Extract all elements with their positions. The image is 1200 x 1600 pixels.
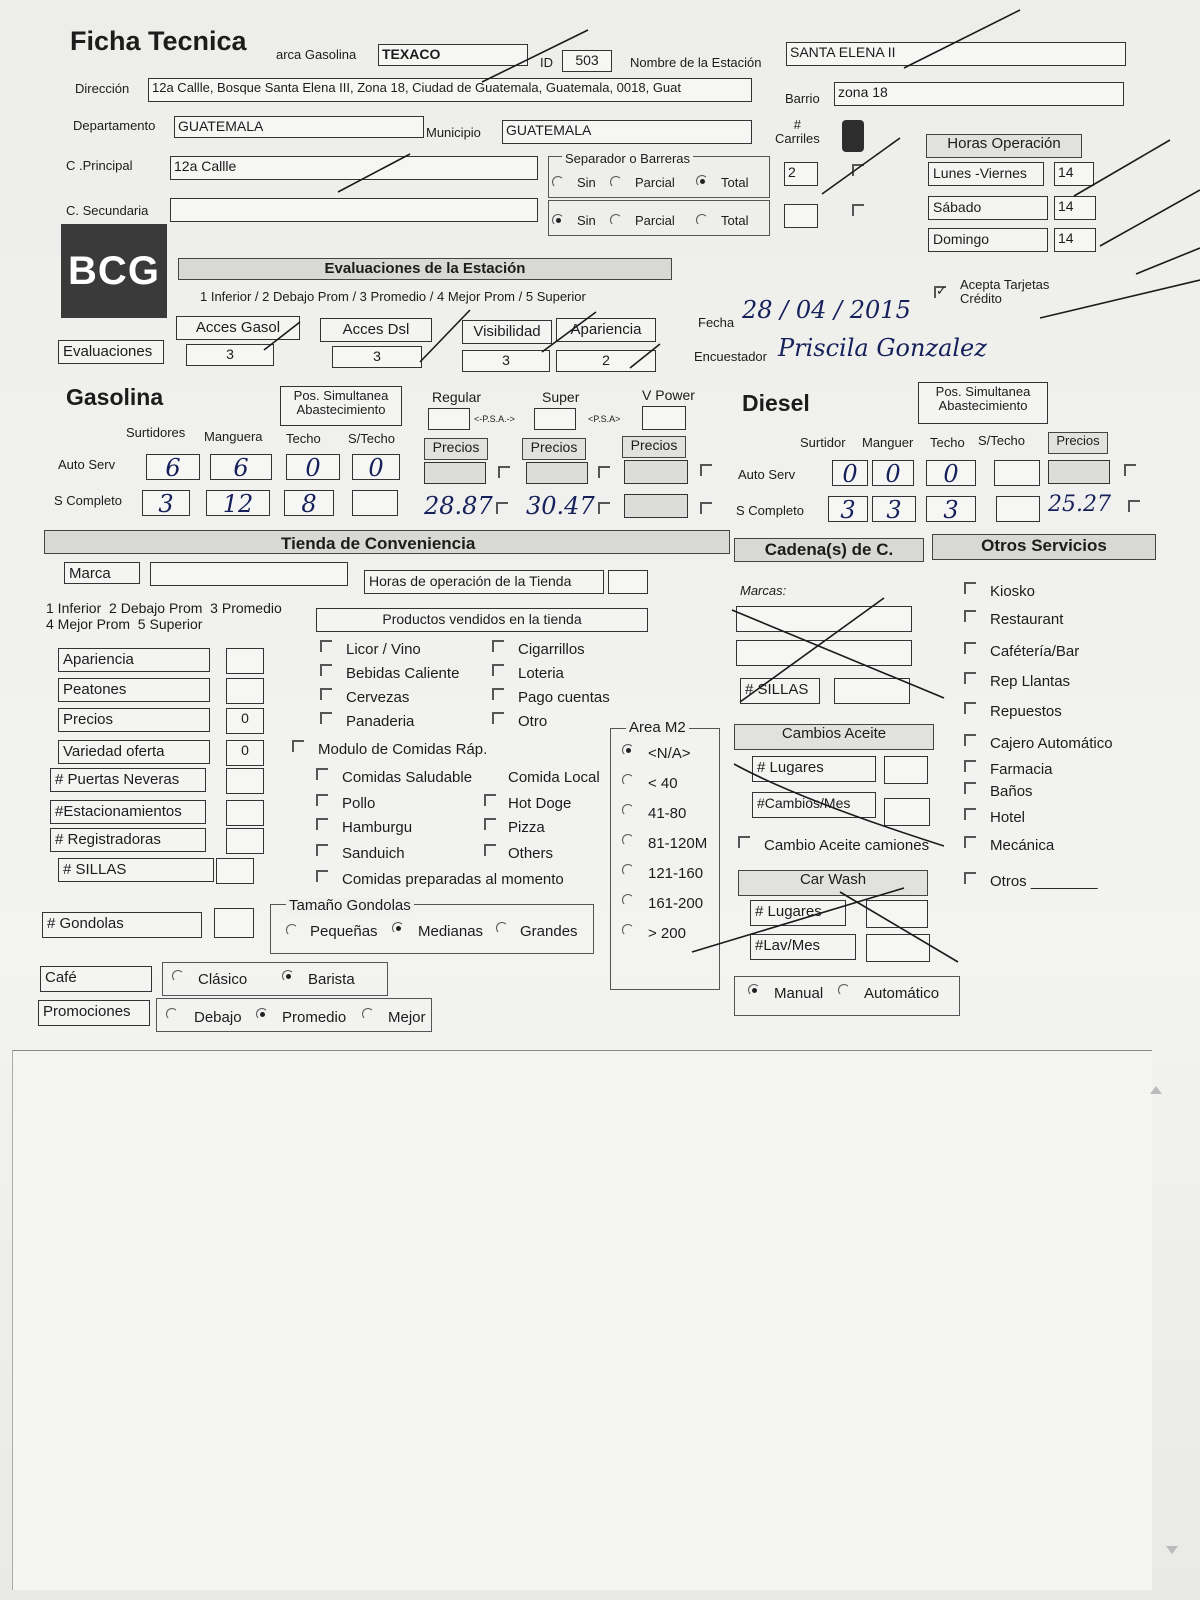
- evaluaciones-header: Evaluaciones de la Estación: [178, 258, 672, 280]
- promociones-label: Promociones: [38, 1000, 150, 1026]
- psa-label-2: <P.S.A>: [588, 414, 621, 424]
- lav-mes-label: #Lav/Mes: [750, 934, 856, 960]
- producto-item-label: Pizza: [508, 819, 545, 836]
- apariencia-field[interactable]: 2: [556, 350, 656, 372]
- tienda-row-label: Variedad oferta: [58, 740, 210, 764]
- area-option-label: < 40: [648, 775, 678, 792]
- area-option-label: 121-160: [648, 865, 704, 882]
- bcg-logo: BCG: [61, 224, 167, 318]
- visibilidad-label: Visibilidad: [462, 320, 552, 344]
- psa-label-1: <-P.S.A.->: [474, 414, 515, 424]
- producto-item-label: Pollo: [342, 795, 376, 812]
- id-field[interactable]: 503: [562, 50, 612, 72]
- pen-stroke: [1074, 140, 1170, 196]
- area-option-label: <N/A>: [648, 745, 691, 762]
- area-option-label: 161-200: [648, 895, 704, 912]
- fecha-field[interactable]: 28 / 04 / 2015: [742, 296, 911, 324]
- producto-item-label: Hamburgu: [342, 819, 413, 836]
- tienda-row-label: Peatones: [58, 678, 210, 702]
- gas-auto-cell[interactable]: 6: [146, 454, 200, 480]
- municipio-field[interactable]: GUATEMALA: [502, 120, 752, 144]
- diesel-auto-cell[interactable]: 0: [926, 460, 976, 486]
- tienda-row-field[interactable]: 0: [226, 708, 264, 734]
- area-option-label: 81-120M: [648, 835, 708, 852]
- producto-item-label: Comidas Saludable: [342, 769, 473, 786]
- municipio-label: Municipio: [426, 125, 481, 140]
- servicio-label: Rep Llantas: [990, 673, 1071, 690]
- pen-stroke: [482, 30, 588, 82]
- sabado-field[interactable]: 14: [1054, 196, 1096, 220]
- pequenas-label: Pequeñas: [310, 923, 378, 940]
- pen-stroke: [630, 344, 660, 368]
- gasolina-pos-label: Pos. Simultanea Abastecimiento: [280, 386, 402, 426]
- lunes-label: Lunes -Viernes: [928, 162, 1044, 186]
- area-option-label: 41-80: [648, 805, 687, 822]
- servicio-label: Kiosko: [990, 583, 1036, 600]
- servicio-label: Mecánica: [990, 837, 1055, 854]
- tamano-title: Tamaño Gondolas: [286, 898, 414, 913]
- gas-completo-cell[interactable]: 3: [142, 490, 190, 516]
- tienda-row-label: # Registradoras: [50, 828, 206, 852]
- domingo-label: Domingo: [928, 228, 1048, 252]
- sabado-label: Sábado: [928, 196, 1048, 220]
- gondolas-label: # Gondolas: [42, 912, 202, 938]
- producto-item-label: Otro: [518, 713, 548, 730]
- barrio-label: Barrio: [785, 91, 820, 106]
- apariencia-label: Apariencia: [556, 318, 656, 342]
- servicio-label: Hotel: [990, 809, 1026, 826]
- form-sheet: Ficha Tecnica arca Gasolina TEXACO ID 503 Nombre de la Estación SANTA ELENA II Dirección 12a Callle, Bosque Santa Elena III, Zona 18, Ciudad de Guatemala, Guatemala, 0018, Guat Barrio zona 18 Departamento GUATEMALA Municipio GUATEMALA C .Principal 12a Callle C. Secundaria Separador o Barreras Sin Parcial Total Sin Parcial Total # Carriles 2 Horas Operación Lunes -Viernes 14 Sábado 14 Domingo 14 ✓ Acepta Tarjetas Crédito BCG Evaluaciones de la Estación 1 Inferior / 2 Debajo Prom / 3 Promedio / 4 Mejor Prom / 5 Superior Evaluaciones Acces Gasol 3 Acces Dsl 3 Visibilidad 3 Apariencia 2 Fecha 28 / 04 / 2015 Encuestador Priscila Gonzalez Gasolina Pos. Simultanea Abastecimiento Regular Super V Power <-P.S.A.-> <P.S.A> Surtidores Manguera Techo S/Techo Precios Precios Precios Auto Serv S Completo 6 6 0 0 3 12 8 28.87 30.47 Diesel Pos. Simultanea Abastecimiento Surtidor Manguer Techo S/Techo Precios Auto Serv S Completo 0 0 0 3 3 3 25.27 Tienda de Conveniencia Cadena(s) de C. Otros Servicios Marca Horas de operación de la Tienda 1 Inferior 2 Debajo Prom 3 Promedio 4 Mejor Prom 5 Superior Apariencia Peatones Precios 0 Variedad oferta 0 # Puertas Neveras #Estacionamientos # Registradoras # SILLAS # Gondolas Productos vendidos en la tienda Licor / Vino Bebidas Caliente Cervezas Panaderia Cigarrillos Loteria Pago cuentas Otro Modulo de Comidas Ráp. Comidas Saludable Pollo Hamburgu Sanduich Comidas preparadas al momento Comida Local Hot Doge Pizza Others Tamaño Gondolas Pequeñas Medianas Grandes Café Clásico Barista Promociones Debajo Promedio Mejor Area M2 <N/A> < 40 41-80 81-120M 121-160 161-200 > 200 Marcas: # SILLAS Cambios Aceite # Lugares #Cambios/Mes Cambio Aceite camiones Car Wash # Lugares #Lav/Mes Manual Automático Kiosko Restaurant Cafétería/Bar Rep Llantas Repuestos Cajero Automático Farmacia Baños Hotel Mecánica Otros ________: [0, 0, 1200, 1600]
- gas-auto-serv-label: Auto Serv: [58, 457, 116, 472]
- pen-stroke: [1136, 248, 1200, 274]
- clasico-label: Clásico: [198, 971, 248, 988]
- servicio-label: Otros ________: [990, 873, 1098, 890]
- pen-stroke: [1040, 280, 1200, 318]
- ca-lugares-label: # Lugares: [752, 756, 876, 782]
- sep2-parcial-label: Parcial: [635, 213, 675, 228]
- marcas-label: Marcas:: [740, 583, 787, 598]
- techo-header: Techo: [286, 431, 321, 446]
- modulo-label: Modulo de Comidas Ráp.: [318, 741, 488, 758]
- barrio-field[interactable]: zona 18: [834, 82, 1124, 106]
- diesel-title: Diesel: [742, 390, 810, 416]
- departamento-field[interactable]: GUATEMALA: [174, 116, 424, 138]
- producto-item-label: Cigarrillos: [518, 641, 585, 658]
- cambios-aceite-button[interactable]: Cambios Aceite: [734, 724, 934, 750]
- tarjetas-label: Acepta Tarjetas Crédito: [960, 277, 1050, 306]
- precios-vpower-button[interactable]: Precios: [622, 436, 686, 458]
- comida-item-label: Comida Local: [508, 769, 600, 786]
- sep2-sin-label: Sin: [577, 213, 596, 228]
- csecundaria-label: C. Secundaria: [66, 203, 149, 218]
- diesel-techo-header: Techo: [930, 435, 965, 450]
- cadena-header: Cadena(s) de C.: [734, 538, 924, 562]
- pen-stroke: [264, 322, 300, 350]
- debajo-label: Debajo: [194, 1009, 242, 1026]
- pen-stroke: [840, 892, 958, 962]
- servicio-label: Restaurant: [990, 611, 1064, 628]
- carriles-field-1[interactable]: 2: [784, 162, 818, 186]
- diesel-completo-cell[interactable]: 3: [872, 496, 916, 522]
- diesel-precios-button[interactable]: Precios: [1048, 432, 1108, 454]
- encuestador-label: Encuestador: [694, 349, 767, 364]
- pen-stroke: [734, 764, 944, 846]
- cafe-label: Café: [40, 966, 152, 992]
- sep2-total-label: Total: [721, 213, 749, 228]
- encuestador-field[interactable]: Priscila Gonzalez: [778, 334, 987, 362]
- regular-label: Regular: [432, 389, 482, 405]
- producto-item-label: Others: [508, 845, 554, 862]
- gas-s-completo-label: S Completo: [54, 493, 122, 508]
- tienda-row-label: #Estacionamientos: [50, 800, 206, 824]
- horas-operacion-button[interactable]: Horas Operación: [926, 134, 1082, 158]
- marca-field[interactable]: TEXACO: [378, 44, 528, 66]
- diesel-stecho-header: S/Techo: [978, 433, 1025, 448]
- tienda-horas-label: Horas de operación de la Tienda: [364, 570, 604, 594]
- diesel-auto-cell[interactable]: 0: [872, 460, 914, 486]
- fecha-label: Fecha: [698, 315, 735, 330]
- marca-label: arca Gasolina: [276, 47, 357, 62]
- servicio-label: Cafétería/Bar: [990, 643, 1080, 660]
- producto-item-label: Bebidas Caliente: [346, 665, 460, 682]
- gas-auto-cell[interactable]: 6: [210, 454, 272, 480]
- tienda-scale: 1 Inferior 2 Debajo Prom 3 Promedio 4 Mejor Prom 5 Superior: [46, 600, 282, 633]
- gasolina-title: Gasolina: [66, 384, 164, 410]
- tienda-row-field[interactable]: 0: [226, 740, 264, 766]
- vpower-label: V Power: [642, 387, 695, 403]
- super-label: Super: [542, 389, 580, 405]
- servicio-label: Repuestos: [990, 703, 1062, 720]
- car-wash-button[interactable]: Car Wash: [738, 870, 928, 896]
- tienda-row-label: # Puertas Neveras: [50, 768, 206, 792]
- precios-super-button[interactable]: Precios: [522, 438, 586, 460]
- tienda-row-label: # SILLAS: [58, 858, 214, 882]
- evaluaciones-scale: 1 Inferior / 2 Debajo Prom / 3 Promedio / 4 Mejor Prom / 5 Superior: [200, 289, 586, 304]
- pen-stroke: [692, 888, 904, 952]
- pen-stroke: [1100, 190, 1200, 246]
- barista-label: Barista: [308, 971, 355, 988]
- domingo-field[interactable]: 14: [1054, 228, 1096, 252]
- nombre-label: Nombre de la Estación: [630, 55, 762, 70]
- diesel-s-completo-label: S Completo: [736, 503, 804, 518]
- producto-item-label: Comidas preparadas al momento: [342, 871, 564, 888]
- manual-label: Manual: [774, 985, 824, 1002]
- diesel-pos-label: Pos. Simultanea Abastecimiento: [918, 382, 1048, 424]
- pen-stroke: [740, 598, 884, 702]
- cw-lugares-label: # Lugares: [750, 900, 846, 926]
- acces-gasol-label: Acces Gasol: [176, 316, 300, 340]
- producto-item-label: Sanduich: [342, 845, 405, 862]
- diesel-completo-cell[interactable]: 3: [926, 496, 976, 522]
- productos-header: Productos vendidos en la tienda: [316, 608, 648, 632]
- surtidor-header: Surtidor: [800, 435, 846, 450]
- gas-auto-cell[interactable]: 0: [286, 454, 340, 480]
- cprincipal-field[interactable]: 12a Callle: [170, 156, 538, 180]
- tienda-marca-label: Marca: [64, 562, 140, 584]
- acces-gasol-field[interactable]: 3: [186, 344, 274, 366]
- diesel-auto-cell[interactable]: 0: [832, 460, 868, 486]
- surtidores-header: Surtidores: [126, 425, 186, 440]
- pen-stroke: [904, 10, 1020, 68]
- lunes-field[interactable]: 14: [1054, 162, 1094, 186]
- sep1-total-label: Total: [721, 175, 749, 190]
- servicio-label: Farmacia: [990, 761, 1053, 778]
- manguer-header: Manguer: [862, 435, 914, 450]
- pen-stroke: [822, 138, 900, 194]
- producto-item-label: Loteria: [518, 665, 564, 682]
- cambios-mes-label: #Cambios/Mes: [752, 792, 876, 818]
- servicio-label: Cajero Automático: [990, 735, 1113, 752]
- manguera-header: Manguera: [204, 429, 263, 444]
- medianas-label: Medianas: [418, 923, 484, 940]
- otros-servicios-header: Otros Servicios: [932, 534, 1156, 560]
- id-label: ID: [540, 55, 553, 70]
- acces-dsl-label: Acces Dsl: [320, 318, 432, 342]
- direccion-label: Dirección: [75, 81, 130, 96]
- automatico-label: Automático: [864, 985, 940, 1002]
- diesel-completo-cell[interactable]: 3: [828, 496, 868, 522]
- stecho-header: S/Techo: [348, 431, 395, 446]
- sep1-sin-label: Sin: [577, 175, 596, 190]
- camiones-label: Cambio Aceite camiones: [764, 837, 930, 854]
- evaluaciones-row-label: Evaluaciones: [58, 340, 164, 364]
- tienda-title: Tienda de Conveniencia: [281, 534, 476, 553]
- area-title: Area M2: [626, 720, 689, 735]
- precio-regular-value[interactable]: 28.87: [424, 492, 493, 520]
- producto-item-label: Cervezas: [346, 689, 410, 706]
- servicio-label: Baños: [990, 783, 1033, 800]
- precio-super-value[interactable]: 30.47: [526, 492, 595, 520]
- form-title: Ficha Tecnica: [70, 26, 247, 56]
- sep1-parcial-label: Parcial: [635, 175, 675, 190]
- direccion-field[interactable]: 12a Callle, Bosque Santa Elena III, Zona 18, Ciudad de Guatemala, Guatemala, 0018, Guat: [148, 78, 752, 102]
- cprincipal-label: C .Principal: [66, 158, 133, 173]
- separador-title: Separador o Barreras: [562, 152, 693, 165]
- carriles-label: # Carriles: [775, 117, 820, 147]
- acces-dsl-field[interactable]: 3: [332, 346, 422, 368]
- producto-item-label: Hot Doge: [508, 795, 572, 812]
- visibilidad-field[interactable]: 3: [462, 350, 550, 372]
- cadena-sillas-label: # SILLAS: [740, 678, 820, 704]
- producto-item-label: Pago cuentas: [518, 689, 610, 706]
- producto-item-label: Licor / Vino: [346, 641, 421, 658]
- departamento-label: Departamento: [73, 118, 156, 133]
- pen-stroke: [542, 312, 596, 352]
- pen-stroke: [420, 310, 470, 362]
- promedio-label: Promedio: [282, 1009, 347, 1026]
- gas-completo-cell[interactable]: 12: [206, 490, 270, 516]
- tienda-row-label: Apariencia: [58, 648, 210, 672]
- diesel-auto-serv-label: Auto Serv: [738, 467, 796, 482]
- tienda-row-label: Precios: [58, 708, 210, 732]
- gas-completo-cell[interactable]: 8: [284, 490, 334, 516]
- nombre-field[interactable]: SANTA ELENA II: [786, 42, 1126, 66]
- area-option-label: > 200: [648, 925, 686, 942]
- diesel-precio-value[interactable]: 25.27: [1048, 492, 1111, 517]
- grandes-label: Grandes: [520, 923, 578, 940]
- mejor-label: Mejor: [388, 1009, 426, 1026]
- pen-stroke: [338, 154, 410, 192]
- precios-regular-button[interactable]: Precios: [424, 438, 488, 460]
- gas-auto-cell[interactable]: 0: [352, 454, 400, 480]
- producto-item-label: Panaderia: [346, 713, 415, 730]
